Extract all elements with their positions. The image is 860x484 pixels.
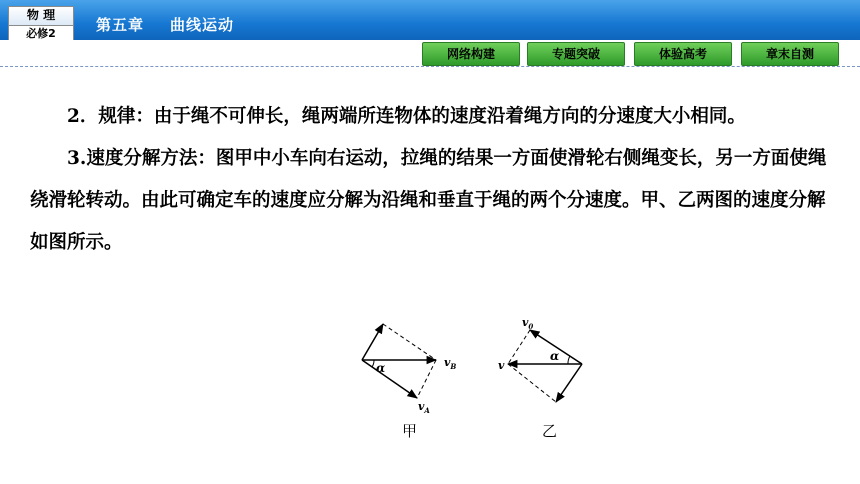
chapter-number: 第五章 — [96, 16, 145, 34]
jia-vector-vA — [362, 360, 417, 398]
nav-button-selftest[interactable]: 章末自测 — [741, 42, 839, 66]
jia-label-vA: $v_A$ — [418, 400, 430, 415]
velocity-decomposition-figure — [350, 310, 610, 450]
yi-dashed-1 — [508, 330, 530, 364]
book-label: 必修2 — [9, 26, 73, 41]
figure-jia — [362, 324, 456, 440]
yi-label-v: v — [498, 359, 505, 372]
rule-lead: 2．规律： — [67, 106, 154, 127]
method-lead: 3.速度分解方法： — [67, 148, 216, 169]
jia-alpha: α — [376, 361, 386, 375]
header-divider — [0, 66, 860, 67]
yi-vector-perp — [556, 364, 582, 402]
figure-yi — [498, 316, 582, 440]
jia-vector-perp — [362, 324, 383, 360]
subject-label: 物 理 — [9, 7, 73, 26]
jia-dashed-1 — [383, 324, 436, 360]
method-text: 图甲中小车向右运动，拉绳的结果一方面使滑轮右侧绳变长，另一方面使绳绕滑轮转动。由此可确定车的速度应分解为沿绳和垂直于绳的两个分速度。甲、乙两图的速度分解如图所示。 — [30, 148, 827, 253]
paragraph-rule — [30, 96, 830, 138]
yi-dashed-2 — [508, 364, 556, 402]
chapter-title: 曲线运动 — [170, 16, 235, 34]
chapter-heading — [96, 14, 234, 35]
paragraph-method — [30, 138, 830, 264]
yi-caption: 乙 — [542, 422, 558, 440]
nav-button-network[interactable]: 网络构建 — [422, 42, 520, 66]
yi-label-v0: $v_0$ — [522, 316, 534, 331]
nav-button-topics[interactable]: 专题突破 — [527, 42, 625, 66]
rule-text: 由于绳不可伸长，绳两端所连物体的速度沿着绳方向的分速度大小相同。 — [153, 106, 746, 127]
main-content — [30, 96, 830, 264]
subject-badge — [8, 6, 74, 40]
jia-dashed-2 — [417, 360, 436, 398]
jia-caption: 甲 — [402, 422, 418, 440]
nav-button-exam[interactable]: 体验高考 — [634, 42, 732, 66]
jia-label-vB: $v_B$ — [444, 356, 457, 371]
yi-alpha: α — [550, 349, 560, 363]
